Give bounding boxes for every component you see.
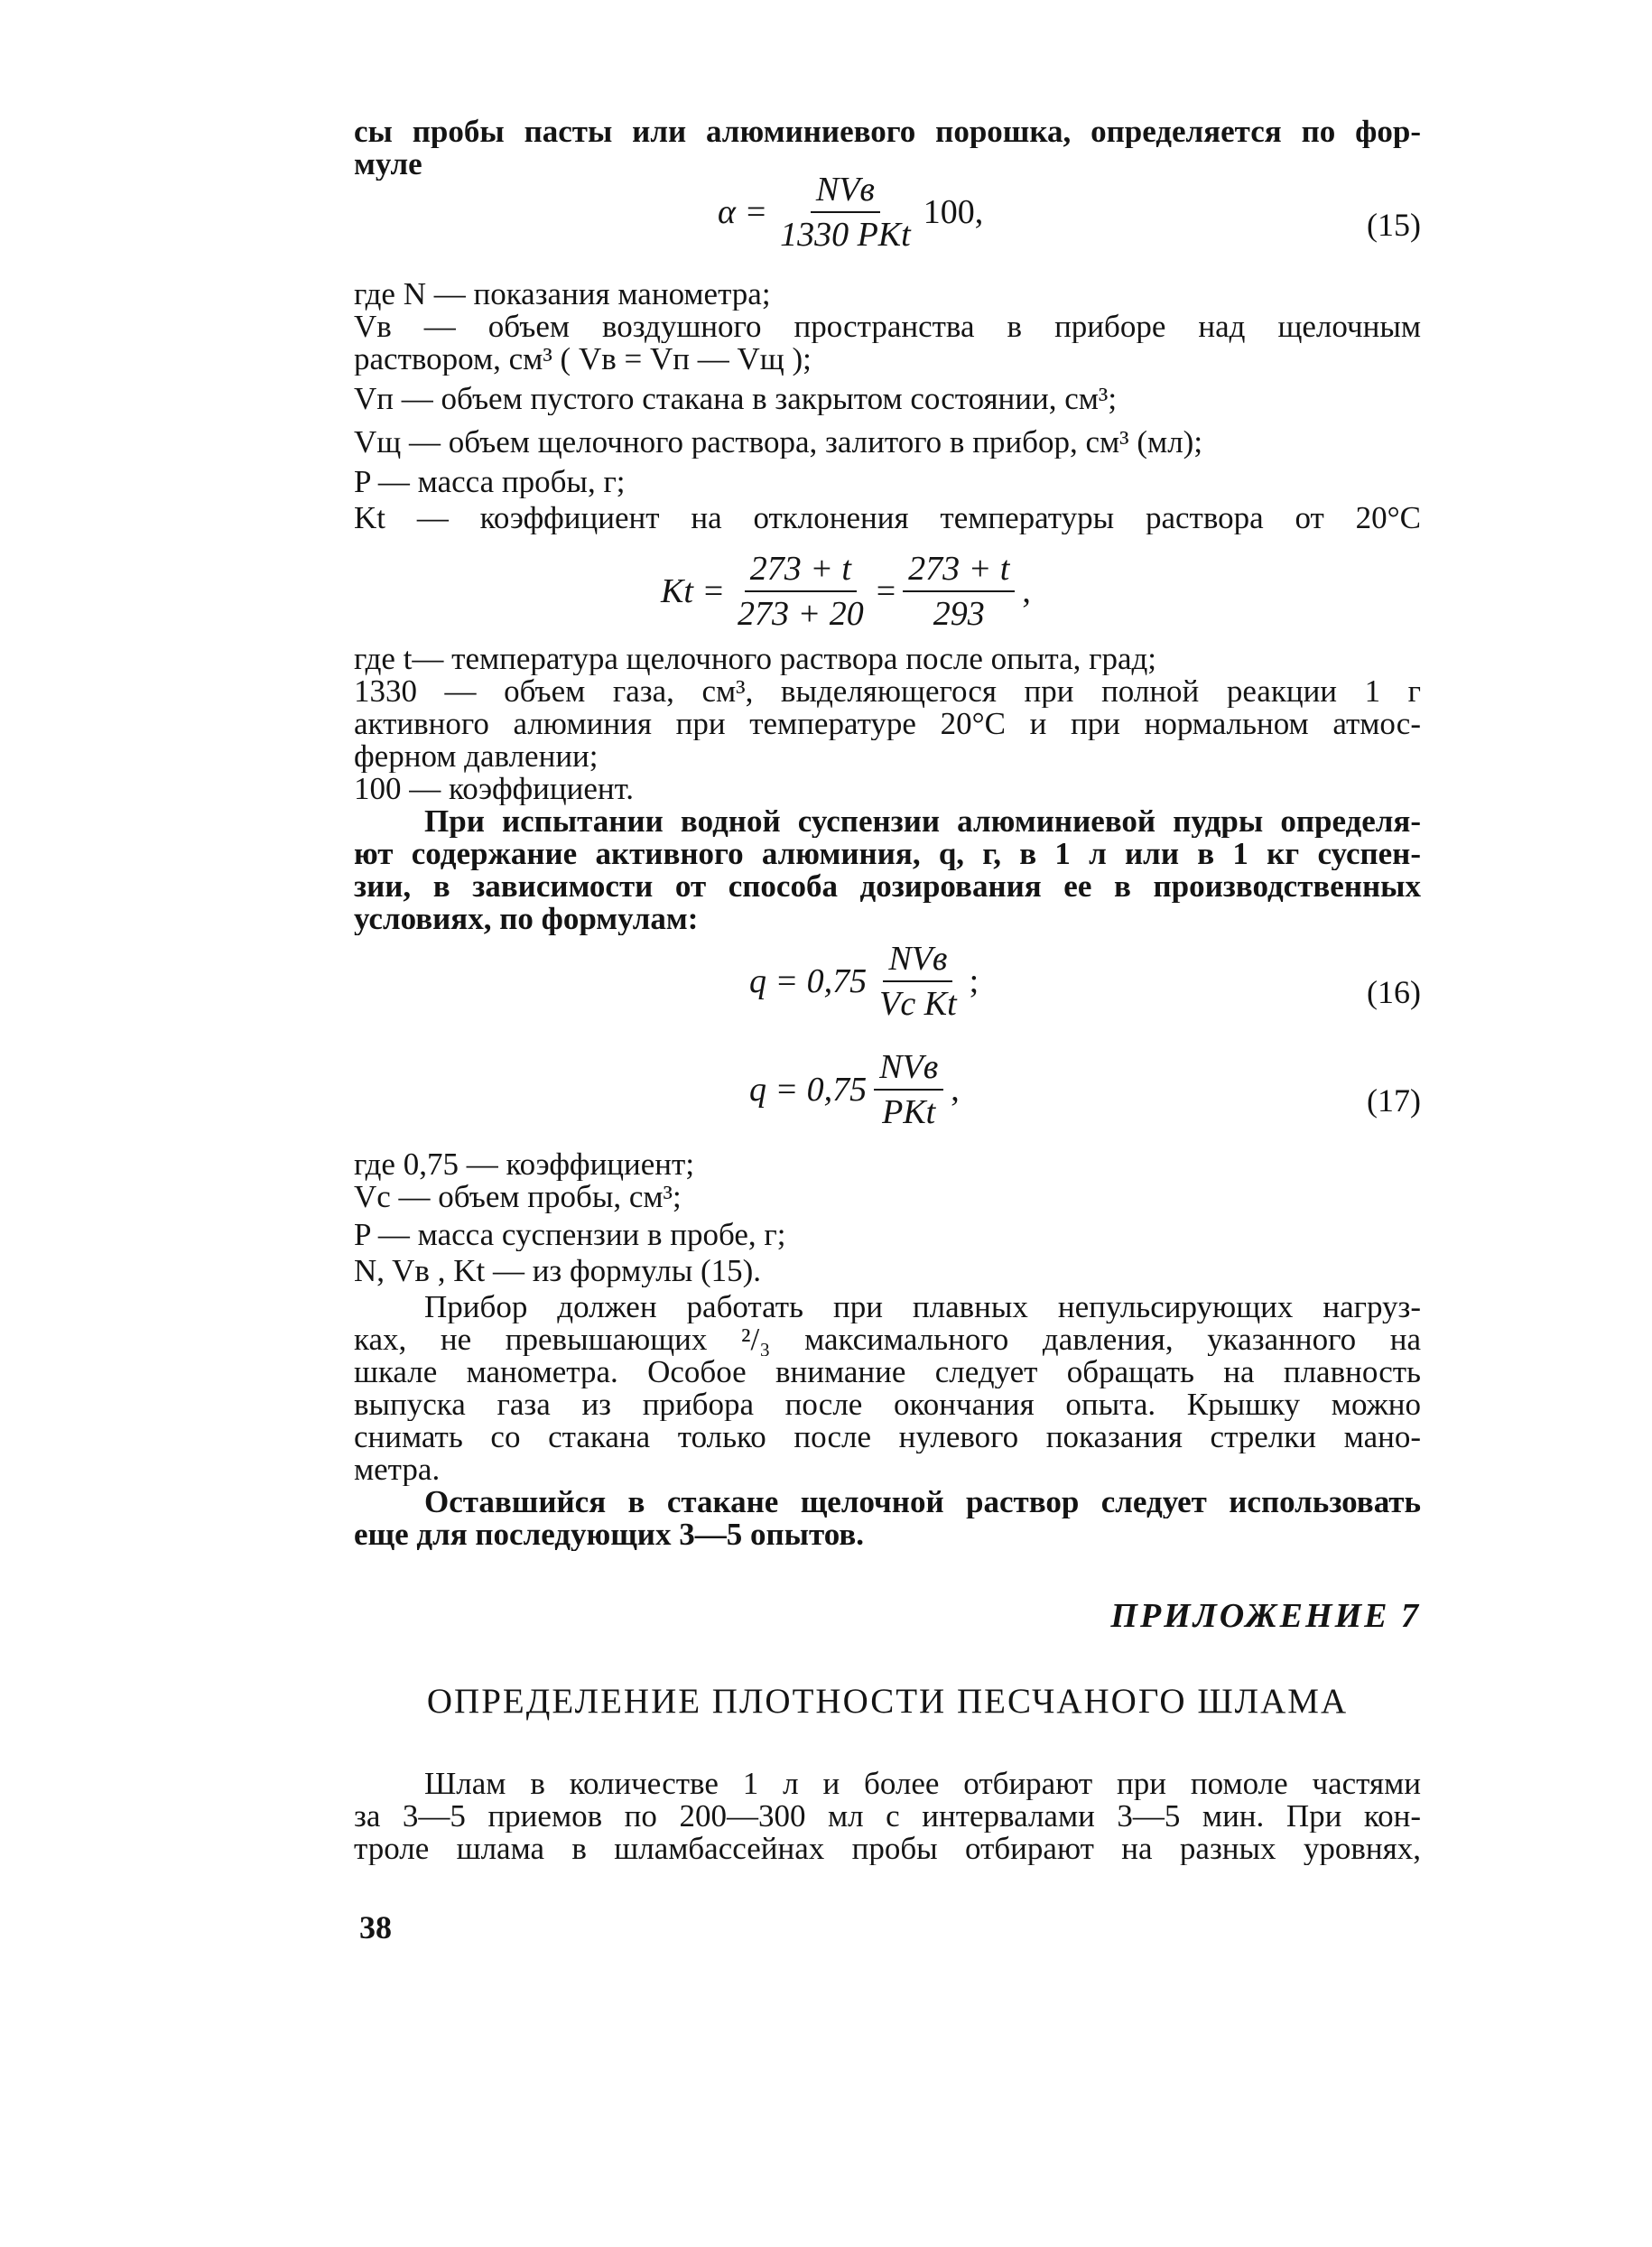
definition-line: раствором, см³ ( Vв = Vп — Vщ ); [354,343,812,376]
formula-16 [749,941,979,1022]
paragraph-line: условиях, по формулам: [354,903,699,935]
fraction [775,172,916,253]
paragraph-line: шкале манометра. Особое внимание следует обращать на плавность [354,1356,1421,1388]
formula-lhs: Kt = [661,572,726,610]
definition-line: Vв — объем воздушного пространства в приборе над щелочным [354,311,1421,343]
fraction [874,941,961,1022]
definition-line: Vщ — объем щелочного раствора, залитого в прибор, см³ (мл); [354,426,1203,459]
paragraph-line: При испытании водной суспензии алюминиевой пудры определя- [424,805,1421,838]
formula-tail: , [1022,572,1031,610]
definition-line: ферном давлении; [354,740,599,773]
formula-15 [718,172,983,253]
paragraph-line: снимать со стакана только после нулевого показания стрелки мано- [354,1421,1421,1453]
paragraph-line: за 3—5 приемов по 200—300 мл с интервалами 3—5 мин. При кон- [354,1800,1421,1833]
text-line: муле [354,148,422,181]
definition-line: N, Vв , Kt — из формулы (15). [354,1255,762,1287]
numerator: NVв [874,1049,943,1091]
paragraph-line: еще для последующих 3—5 опытов. [354,1518,864,1551]
numerator: 273 + t [903,551,1015,592]
fraction [732,551,869,632]
paragraph-line: Прибор должен работать при плавных непульсирующих нагруз- [424,1291,1421,1323]
formula-lhs: q = 0,75 [749,962,868,1000]
paragraph-line: зии, в зависимости от способа дозирования ее в производственных [354,870,1421,903]
formula-kt [661,551,1031,632]
formula-tail: , [951,1071,960,1109]
denominator: 293 [933,595,985,633]
denominator: Vc Kt [879,985,957,1023]
definition-line: активного алюминия при температуре 20°С и при нормальном атмос- [354,708,1421,740]
definition-line: Kt — коэффициент на отклонения температуры раствора от 20°С [354,502,1421,534]
formula-lhs: α = [718,193,768,231]
definition-line: 100 — коэффициент. [354,773,634,805]
formula-17 [749,1049,960,1130]
numerator: NVв [883,941,952,982]
paragraph-line: Шлам в количестве 1 л и более отбирают при помоле частями [424,1768,1421,1800]
formula-tail: 100, [923,193,984,231]
equation-number: (16) [1367,974,1421,1010]
paragraph-line: Оставшийся в стакане щелочной раствор следует использовать [424,1486,1421,1518]
text-line: сы пробы пасты или алюминиевого порошка, определяется по фор- [354,116,1421,148]
definition-line: P — масса суспензии в пробе, г; [354,1219,786,1251]
fraction [874,1049,943,1130]
formula-lhs: q = 0,75 [749,1071,868,1109]
page-number: 38 [359,1909,392,1945]
section-title: ОПРЕДЕЛЕНИЕ ПЛОТНОСТИ ПЕСЧАНОГО ШЛАМА [426,1682,1349,1721]
numerator: NVв [811,172,880,213]
denominator: PKt [882,1093,936,1131]
equation-number: (15) [1367,207,1421,243]
appendix-label: ПРИЛОЖЕНИЕ 7 [1110,1597,1421,1635]
paragraph-line: метра. [354,1453,441,1486]
numerator: 273 + t [745,551,857,592]
definition-line: Vc — объем пробы, см³; [354,1181,682,1213]
paragraph-line: троле шлама в шламбассейнах пробы отбирают на разных уровнях, [354,1833,1421,1865]
paragraph-line: ках, не превышающих ²/₃ максимального давления, указанного на [354,1323,1421,1356]
fraction [903,551,1015,632]
definition-line: 1330 — объем газа, см³, выделяющегося при полной реакции 1 г [354,675,1421,708]
definition-line: Vп — объем пустого стакана в закрытом состоянии, см³; [354,383,1118,415]
definition-line: P — масса пробы, г; [354,466,626,498]
definition-line: где N — показания манометра; [354,278,771,311]
definition-line: где 0,75 — коэффициент; [354,1148,695,1181]
paragraph-line: выпуска газа из прибора после окончания опыта. Крышку можно [354,1388,1421,1421]
denominator: 273 + 20 [738,595,864,633]
denominator: 1330 PKt [780,216,911,254]
equation-number: (17) [1367,1082,1421,1119]
equals-sign: = [876,572,896,610]
paragraph-line: ют содержание активного алюминия, q, г, в 1 л или в 1 кг суспен- [354,838,1421,870]
formula-tail: ; [969,962,979,1000]
definition-line: где t— температура щелочного раствора после опыта, град; [354,643,1157,675]
